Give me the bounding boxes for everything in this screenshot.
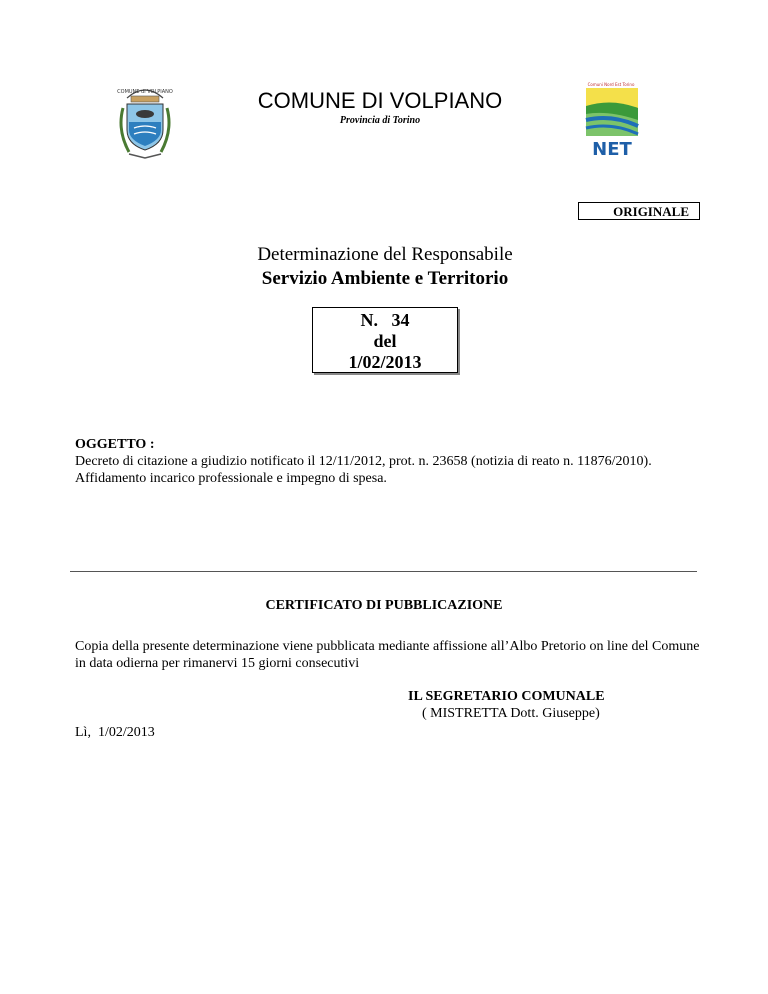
- oggetto-label: OGGETTO :: [75, 437, 155, 452]
- comune-crest-logo: [105, 78, 185, 162]
- determinazione-title: [180, 243, 590, 291]
- section-divider: [70, 571, 697, 572]
- luogo-data: Lì, 1/02/2013: [75, 725, 155, 740]
- originale-badge: ORIGINALE: [578, 202, 700, 220]
- oggetto-section: [75, 436, 715, 487]
- net-logo-text: NET: [592, 139, 632, 160]
- numero-data: 1/02/2013: [348, 352, 422, 372]
- net-logo: [578, 80, 644, 162]
- numero-n: N. 34: [360, 310, 410, 330]
- certificato-title: CERTIFICATO DI PUBBLICAZIONE: [265, 598, 503, 613]
- crest-text: COMUNE di VOLPIANO: [117, 89, 173, 95]
- segretario-signature: [408, 688, 698, 722]
- determinazione-line1: Determinazione del Responsabile: [257, 244, 513, 265]
- segretario-name: ( MISTRETTA Dott. Giuseppe): [422, 706, 600, 721]
- oggetto-text: Decreto di citazione a giudizio notificato il 12/11/2012, prot. n. 23658 (notizia di reato n. 11876/2010). Affidamento incarico professionale e impegno di spesa.: [75, 454, 652, 486]
- comune-title: COMUNE DI VOLPIANO: [257, 88, 503, 113]
- provincia-subtitle: Provincia di Torino: [339, 115, 421, 126]
- determinazione-line2: Servizio Ambiente e Territorio: [261, 268, 509, 289]
- certificato-body: Copia della presente determinazione viene pubblicata mediante affissione all’Albo Pretorio on line del Comune in data odierna per rimanervi 15 giorni consecutivi: [75, 639, 700, 671]
- net-logo-small-text: Comuni Nord Est Torino: [587, 82, 635, 87]
- numero-del: del: [373, 331, 397, 351]
- segretario-title: IL SEGRETARIO COMUNALE: [408, 689, 605, 704]
- numero-box: [312, 307, 458, 373]
